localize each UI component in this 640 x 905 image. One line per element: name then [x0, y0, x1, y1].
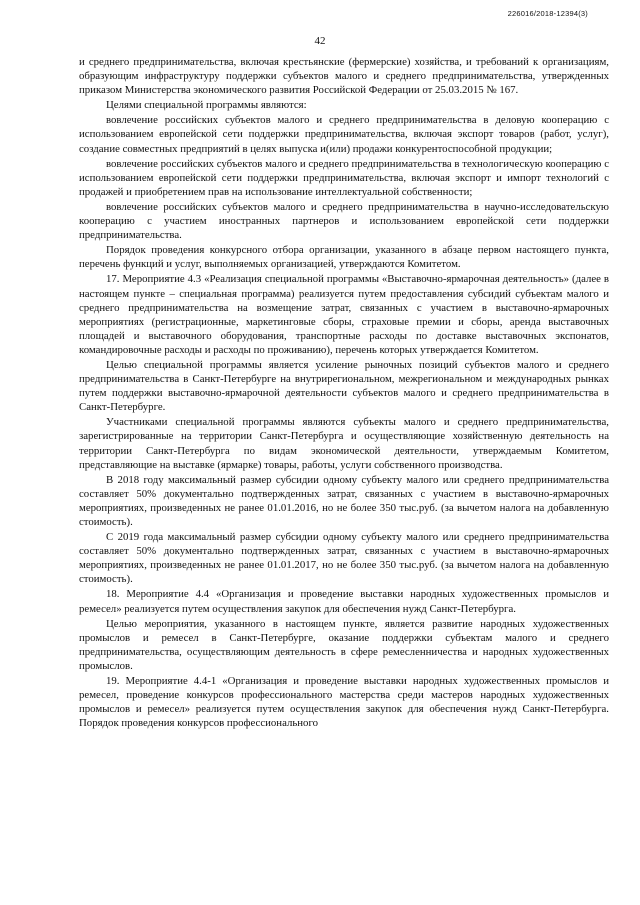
page-number: 42 [314, 35, 326, 47]
paragraph-selection-procedure: Порядок проведения конкурсного отбора организации, указанного в абзаце первом настоящего пункта, перечень функций и услуг, выполняемых организацией, утверждаются Комитетом. [79, 244, 609, 271]
paragraph-goal-business-cooperation: вовлечение российских субъектов малого и среднего предпринимательства в деловую кооперацию с использованием европейской сети поддержки предпринимательства, включая экспорт товаров (работ, услуг), создание совместных предприятий в целях выпуска и(или) продажи конкурентоспособной продукции; [79, 114, 609, 155]
paragraph-item-18: 18. Мероприятие 4.4 «Организация и проведение выставки народных художественных промыслов и ремесел» реализуется путем осуществления закупок для обеспечения нужд Санкт-Петербурга. [79, 588, 609, 615]
paragraph-program-purpose: Целью специальной программы является усиление рыночных позиций субъектов малого и среднего предпринимательства в Санкт-Петербурге на внутрирегиональном, межрегиональном и международных рынках путем поддержки выставочно-ярмарочной деятельности субъектов малого и среднего предпринимательства в Санкт-Петербурге. [79, 358, 609, 414]
paragraph-subsidy-2018: В 2018 году максимальный размер субсидии одному субъекту малого или среднего предпринимательства составляет 50% документально подтвержденных затрат, связанных с участием в выставочно-ярмарочных мероприятиях, произведенных не ранее 01.01.2016, но не более 350 тыс.руб. (за вычетом налога на добавленную стоимость). [79, 473, 609, 528]
paragraph-goal-technology-cooperation: вовлечение российских субъектов малого и среднего предпринимательства в технологическую кооперацию с использованием европейской сети поддержки предпринимательства, включая экспорт и импорт технологий с продажей и приобретением прав на использование интеллектуальной собственности; [79, 157, 609, 198]
paragraph-subsidy-2019: С 2019 года максимальный размер субсидии одному субъекту малого или среднего предпринимательства составляет 50% документально подтвержденных затрат, связанных с участием в выставочно-ярмарочных мероприятиях, произведенных не ранее 01.01.2017, но не более 350 тыс.руб. (за вычетом налога на добавленную стоимость). [79, 531, 609, 586]
paragraph-item-19: 19. Мероприятие 4.4-1 «Организация и проведение выставки народных художественных промыслов и ремесел, проведение конкурсов профессионального мастерства среди мастеров народных художественных промыслов и ремесел» реализуется путем осуществления закупок для обеспечения нужд Санкт-Петербурга. Порядок проведения конкурсов профессионального [79, 675, 609, 730]
paragraph-item-18-purpose: Целью мероприятия, указанного в настоящем пункте, является развитие народных художественных промыслов и ремесел в Санкт-Петербурге, оказание поддержки субъектам малого и среднего предпринимательства, осуществляющим деятельность в сфере ремесленничества и народных художественных промыслов. [79, 617, 609, 672]
paragraph-goal-research-cooperation: вовлечение российских субъектов малого и среднего предпринимательства в научно-исследовательскую кооперацию с участием иностранных партнеров и использованием европейской сети поддержки предпринимательства. [79, 200, 609, 242]
paragraph-program-participants: Участниками специальной программы являются субъекты малого и среднего предпринимательства, зарегистрированные на территории Санкт-Петербурга и осуществляющие хозяйственную деятельность на территории Санкт-Петербурга по видам экономической деятельности, утверждаемым Комитетом, представляющие на выставке (ярмарке) товары, работы, услуги собственного производства. [79, 416, 609, 471]
paragraph-item-17: 17. Мероприятие 4.3 «Реализация специальной программы «Выставочно-ярмарочная деятельность» (далее в настоящем пункте – специальная программа) реализуется путем предоставления субсидий субъектам малого и среднего предпринимательства на возмещение затрат, связанных с участием в выставочно-ярмарочных мероприятиях (регистрационные, маркетинговые сборы, страховые премии и сборы, аренда выставочных площадей и выставочного оборудования, транспортные расходы по доставке выставочных экспонатов, командировочные расходы и расходы по проживанию), перечень которых утверждается Комитетом. [79, 273, 609, 356]
document-id: 226016/2018-12394(3) [507, 9, 588, 18]
document-body [79, 55, 609, 731]
paragraph-continuation: и среднего предпринимательства, включая крестьянские (фермерские) хозяйства, и требований к организациям, образующим инфраструктуру поддержки субъектов малого и среднего предпринимательства, утвержденных приказом Министерства экономического развития Российской Федерации от 25.03.2015 № 167. [79, 56, 609, 97]
paragraph-goals-heading: Целями специальной программы являются: [106, 99, 307, 112]
